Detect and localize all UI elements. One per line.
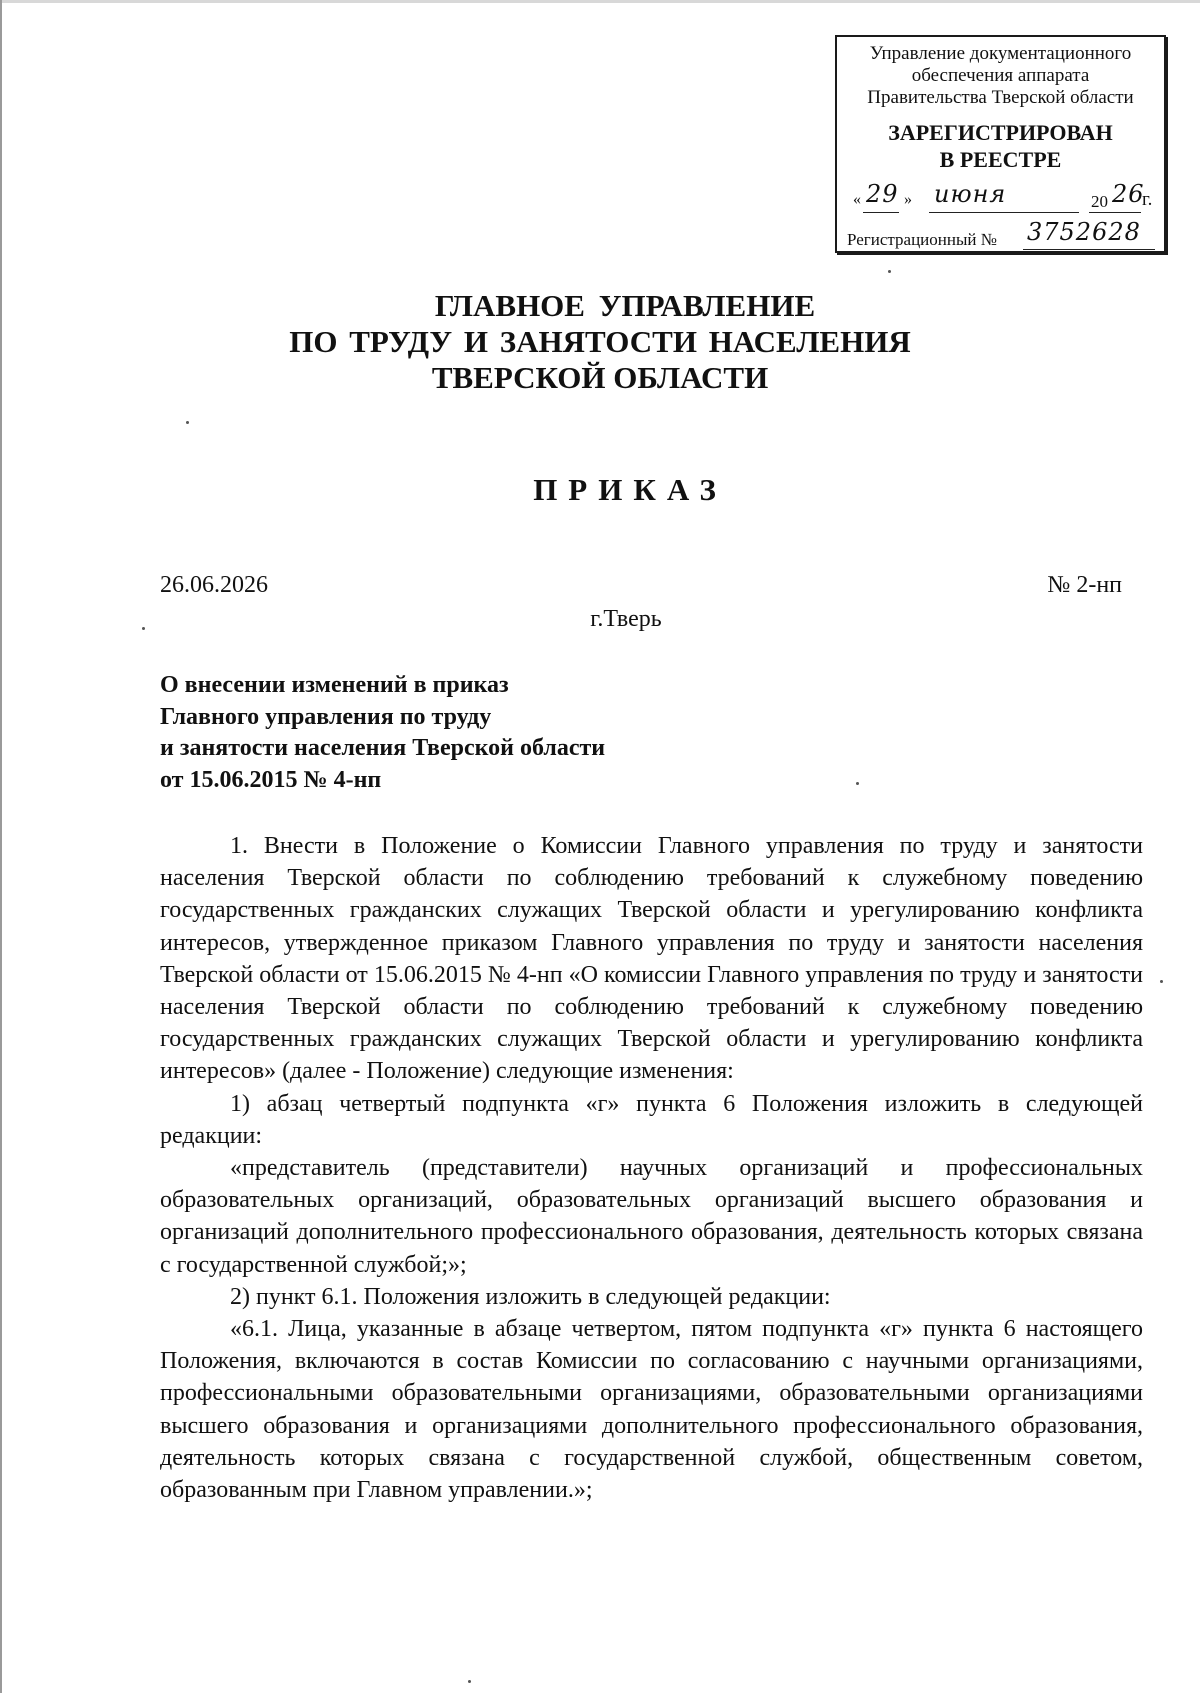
scan-speck <box>468 1680 471 1683</box>
stamp-year-prefix: 20 <box>1091 192 1108 211</box>
stamp-date <box>849 180 1154 213</box>
scan-speck <box>1160 980 1163 983</box>
subject-line: О внесении изменений в приказ <box>160 672 509 698</box>
stamp-reg-label: Регистрационный № <box>847 230 997 249</box>
header-line: ПО ТРУДУ И ЗАНЯТОСТИ НАСЕЛЕНИЯ <box>289 324 911 359</box>
order-number: № 2-нп <box>1047 572 1122 598</box>
stamp-quote-close: » <box>904 191 912 208</box>
stamp-year-underline <box>1089 212 1141 213</box>
stamp-organization <box>837 37 1164 109</box>
stamp-day-underline <box>863 212 899 213</box>
order-title: ПРИКАЗ <box>533 472 727 507</box>
scan-speck <box>888 270 891 273</box>
subject-line: Главного управления по труду <box>160 703 492 730</box>
order-body <box>160 830 1143 1506</box>
order-date: 26.06.2026 <box>160 572 268 598</box>
scan-speck <box>856 782 859 785</box>
stamp-year-handwritten: 26 <box>1112 180 1145 208</box>
body-paragraph: 2) пункт 6.1. Положения изложить в следующей редакции: <box>230 1283 831 1310</box>
organization-header <box>0 288 1200 396</box>
registration-stamp <box>835 35 1166 253</box>
stamp-status-line: В РЕЕСТРЕ <box>939 147 1062 172</box>
subject-line: от 15.06.2015 № 4-нп <box>160 766 382 793</box>
scan-top-edge <box>0 0 1200 3</box>
header-line: ГЛАВНОЕ УПРАВЛЕНИЕ <box>434 288 816 323</box>
stamp-org-line: обеспечения аппарата <box>911 65 1090 86</box>
stamp-reg-underline <box>1023 249 1155 250</box>
stamp-month-underline <box>929 212 1079 213</box>
scan-left-edge <box>0 0 2 1693</box>
scan-speck <box>142 627 145 630</box>
stamp-reg-number-handwritten: 3752628 <box>1027 218 1141 246</box>
stamp-day-handwritten: 29 <box>866 180 899 208</box>
subject-line: и занятости населения Тверской области <box>160 735 606 761</box>
body-paragraph: «6.1. Лица, указанные в абзаце четвертом, пятом подпункта «г» пункта 6 настоящего Положения, включаются в состав Комиссии по согласованию с научными организациями, профессиональными образовательными организациями, образовательными организациями высшего образования и организациями дополнительного профессионального образования, деятельность которых связана с государственной службой, общественным советом, образованным при Главном управлении.»; <box>160 1316 1143 1504</box>
stamp-status <box>837 119 1164 173</box>
order-city: г.Тверь <box>590 606 662 632</box>
scan-speck <box>186 421 189 424</box>
stamp-org-line: Правительства Тверской области <box>867 87 1134 108</box>
stamp-month-handwritten: июня <box>934 180 1007 208</box>
stamp-org-line: Управление документационного <box>869 43 1132 64</box>
body-paragraph: 1) абзац четвертый подпункта «г» пункта 6 Положения изложить в следующей редакции: <box>160 1090 1143 1149</box>
body-paragraph: 1. Внести в Положение о Комиссии Главного управления по труду и занятости населения Тверской области по соблюдению требований к служебному поведению государственных гражданских служащих Тверской области и урегулированию конфликта интересов, утвержденное приказом Главного управления по труду и занятости населения Тверской области от 15.06.2015 № 4-нп «О комиссии Главного управления по труду и занятости населения Тверской области по соблюдению требований к служебному поведению государственных гражданских служащих Тверской области и урегулированию конфликта интересов» (далее - Положение) следующие изменения: <box>160 833 1143 1085</box>
stamp-registration <box>847 218 1162 253</box>
stamp-year-suffix: г. <box>1142 189 1153 210</box>
stamp-status-line: ЗАРЕГИСТРИРОВАН <box>888 120 1113 145</box>
order-subject <box>160 670 605 796</box>
body-paragraph: «представитель (представители) научных организаций и профессиональных образовательных организаций, образовательных организаций высшего образования и организаций дополнительного профессионального образования, деятельность которых связана с государственной службой;»; <box>160 1155 1143 1278</box>
stamp-quote-open: « <box>853 191 861 208</box>
header-line: ТВЕРСКОЙ ОБЛАСТИ <box>431 360 769 395</box>
